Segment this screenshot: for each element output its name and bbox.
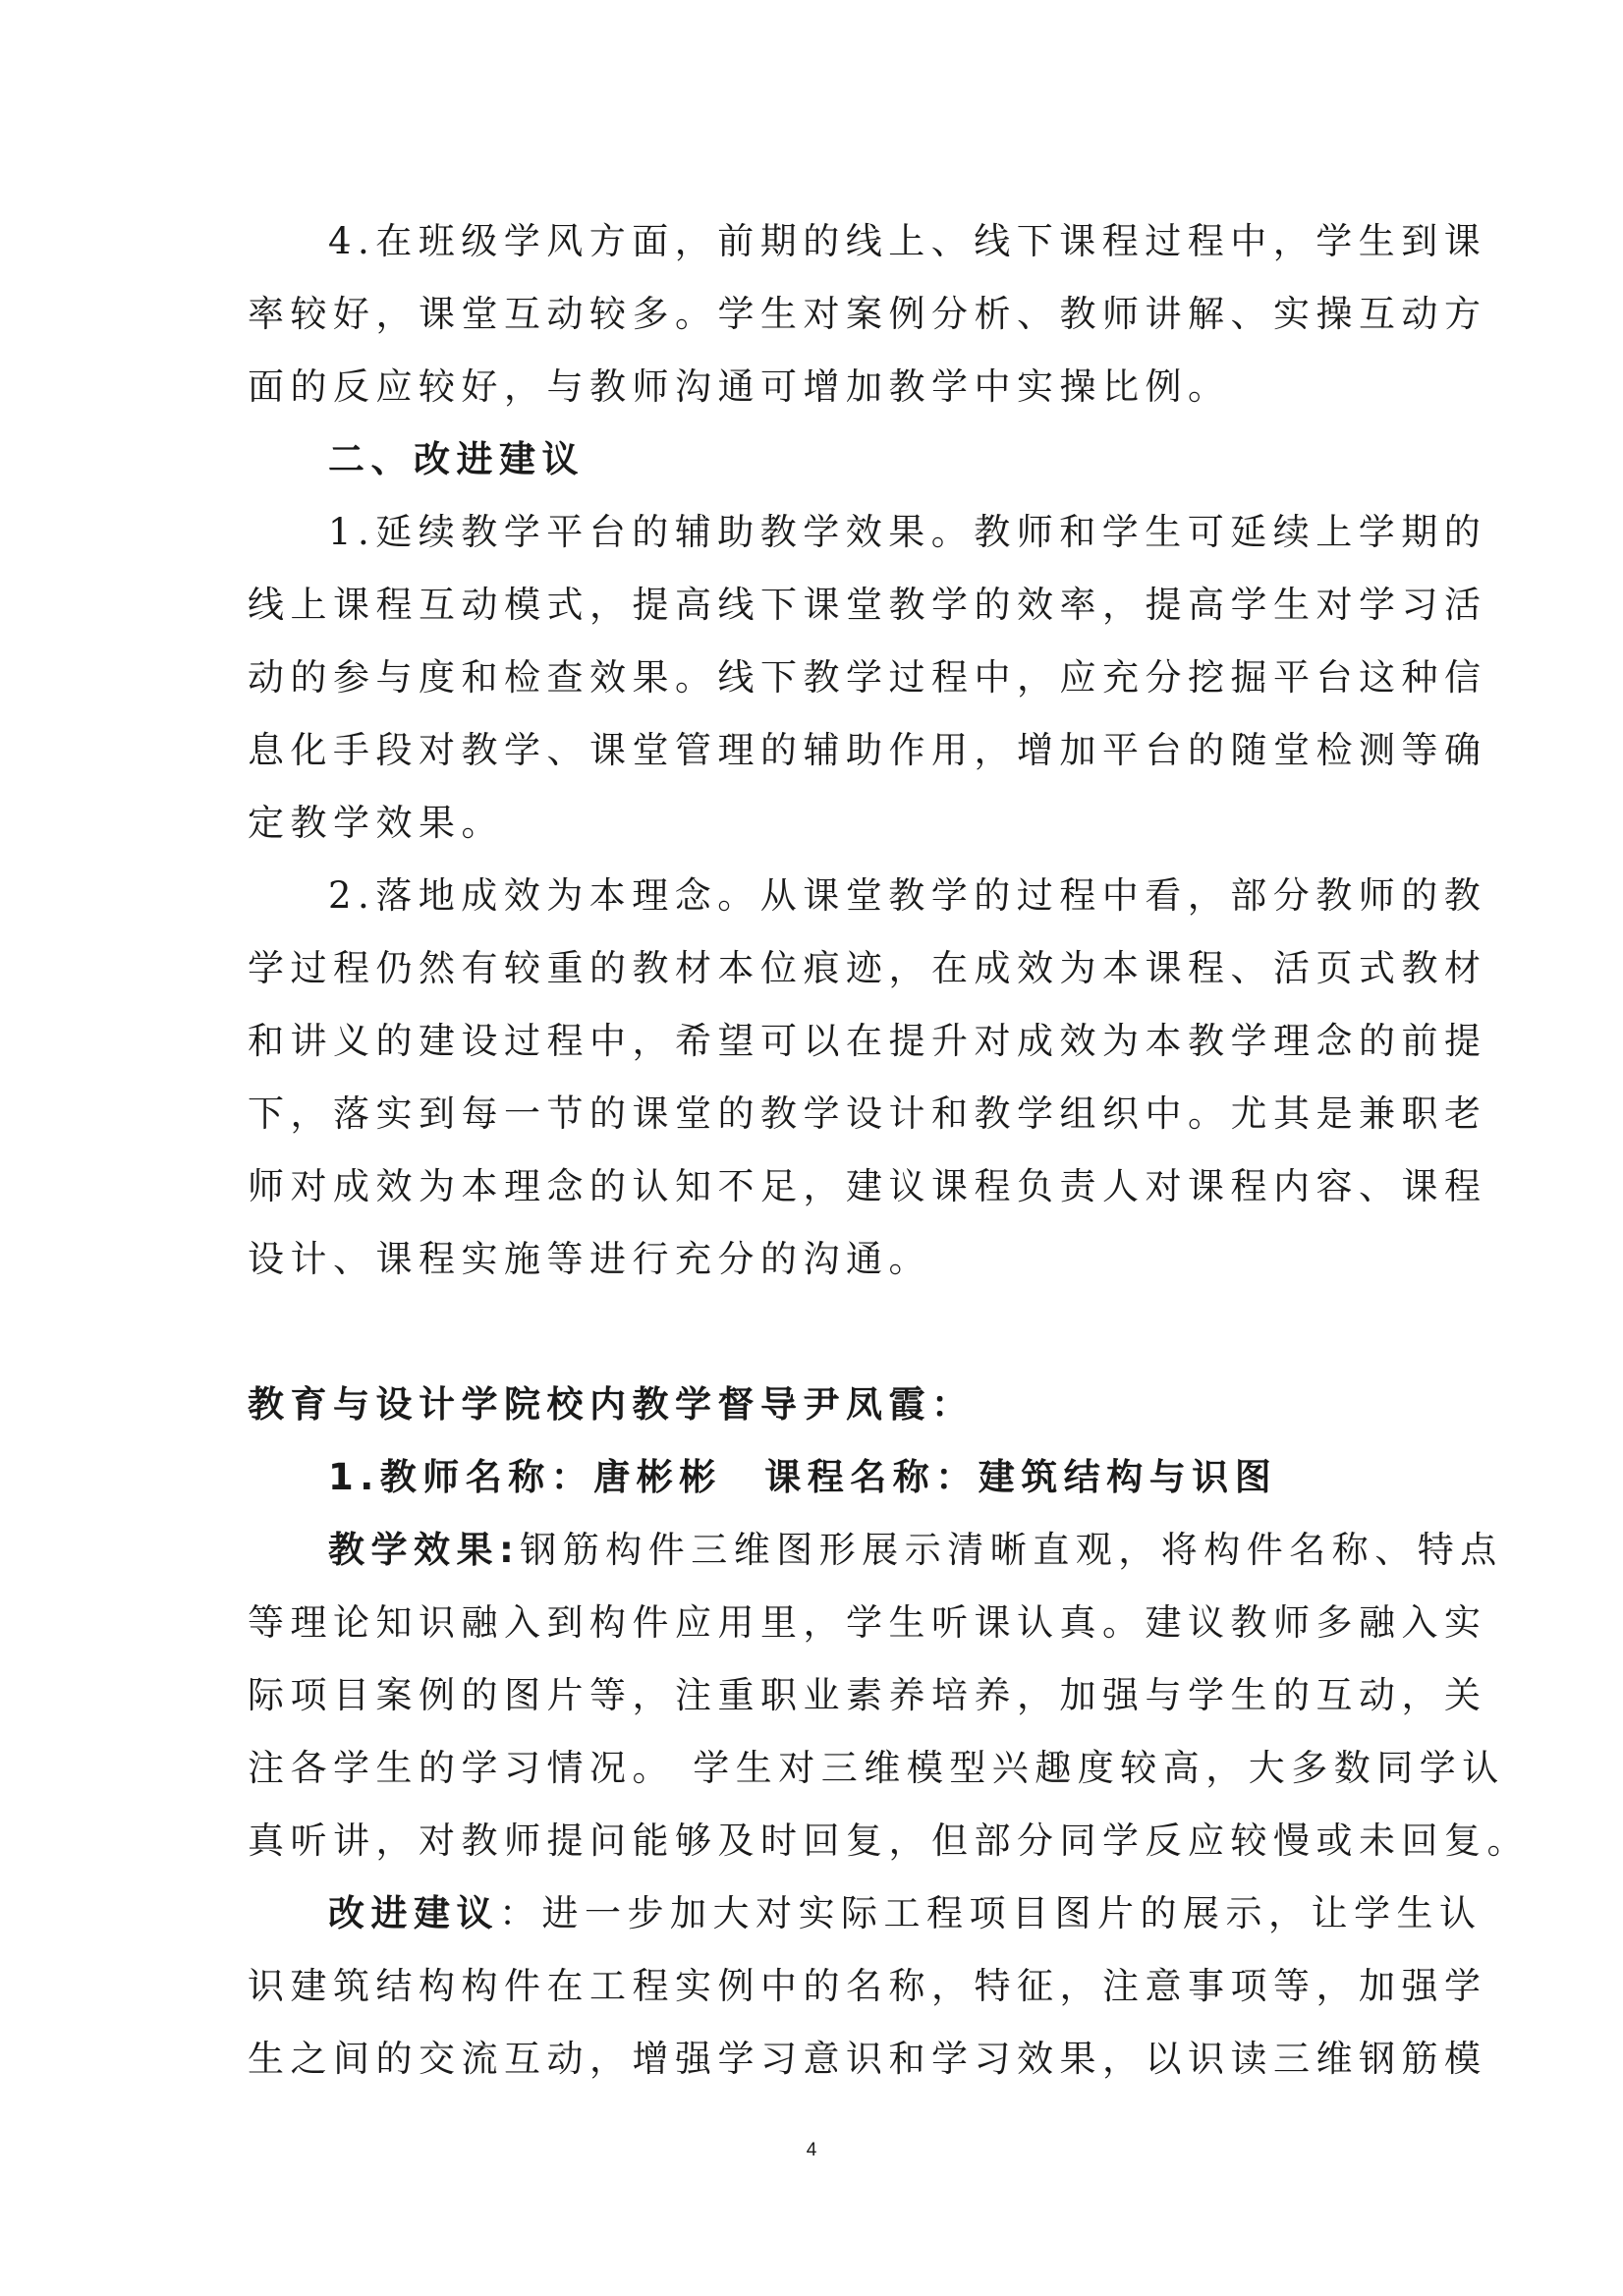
paragraph-line: 真听讲，对教师提问能够及时回复，但部分同学反应较慢或未回复。 (248, 1820, 1530, 1862)
suggest-first-line (328, 1890, 1483, 1937)
paragraph-line: 识建筑结构构件在工程实例中的名称，特征，注意事项等，加强学 (248, 1965, 1487, 2007)
suggest-label: 改进建议 (328, 1892, 499, 1934)
paragraph-line: 设计、课程实施等进行充分的沟通。 (248, 1238, 931, 1280)
paragraph-line: 学过程仍然有较重的教材本位痕迹，在成效为本课程、活页式教材 (248, 947, 1487, 989)
effect-label: 教学效果: (328, 1529, 521, 1571)
paragraph-line: 动的参与度和检查效果。线下教学过程中，应充分挖掘平台这种信 (248, 656, 1487, 699)
paragraph-line: 注各学生的学习情况。 学生对三维模型兴趣度较高，大多数同学认 (248, 1747, 1505, 1789)
paragraph-line: 面的反应较好，与教师沟通可增加教学中实操比例。 (248, 365, 1231, 408)
paragraph-line: 线上课程互动模式，提高线下课堂教学的效率，提高学生对学习活 (248, 584, 1487, 626)
effect-first-text: 钢筋构件三维图形展示清晰直观，将构件名称、特点 (520, 1529, 1503, 1571)
page-number: 4 (806, 2140, 817, 2160)
paragraph-line: 定教学效果。 (248, 802, 504, 844)
suggest-first-text: ：进一步加大对实际工程项目图片的展示，让学生认 (499, 1892, 1483, 1934)
effect-first-line (328, 1527, 1503, 1574)
paragraph-line: 1.延续教学平台的辅助教学效果。教师和学生可延续上学期的 (328, 511, 1487, 553)
paragraph-line: 息化手段对教学、课堂管理的辅助作用，增加平台的随堂检测等确 (248, 729, 1487, 771)
paragraph-line: 和讲义的建设过程中，希望可以在提升对成效为本教学理念的前提 (248, 1020, 1487, 1062)
paragraph-line: 等理论知识融入到构件应用里，学生听课认真。建议教师多融入实 (248, 1601, 1487, 1644)
paragraph-line: 率较好，课堂互动较多。学生对案例分析、教师讲解、实操互动方 (248, 293, 1487, 335)
paragraph-line: 下，落实到每一节的课堂的教学设计和教学组织中。尤其是兼职老 (248, 1092, 1487, 1135)
paragraph-line: 师对成效为本理念的认知不足，建议课程负责人对课程内容、课程 (248, 1165, 1487, 1207)
section-heading: 二、改进建议 (328, 438, 585, 480)
paragraph-line: 际项目案例的图片等，注重职业素养培养，加强与学生的互动，关 (248, 1674, 1487, 1716)
course-subheading: 1.教师名称：唐彬彬 课程名称：建筑结构与识图 (328, 1456, 1278, 1498)
paragraph-line: 生之间的交流互动，增强学习意识和学习效果，以识读三维钢筋模 (248, 2038, 1487, 2080)
paragraph-line: 4.在班级学风方面，前期的线上、线下课程过程中，学生到课 (328, 220, 1487, 262)
paragraph-line: 2.落地成效为本理念。从课堂教学的过程中看，部分教师的教 (328, 874, 1487, 917)
reviewer-title: 教育与设计学院校内教学督导尹凤霞： (248, 1383, 975, 1426)
